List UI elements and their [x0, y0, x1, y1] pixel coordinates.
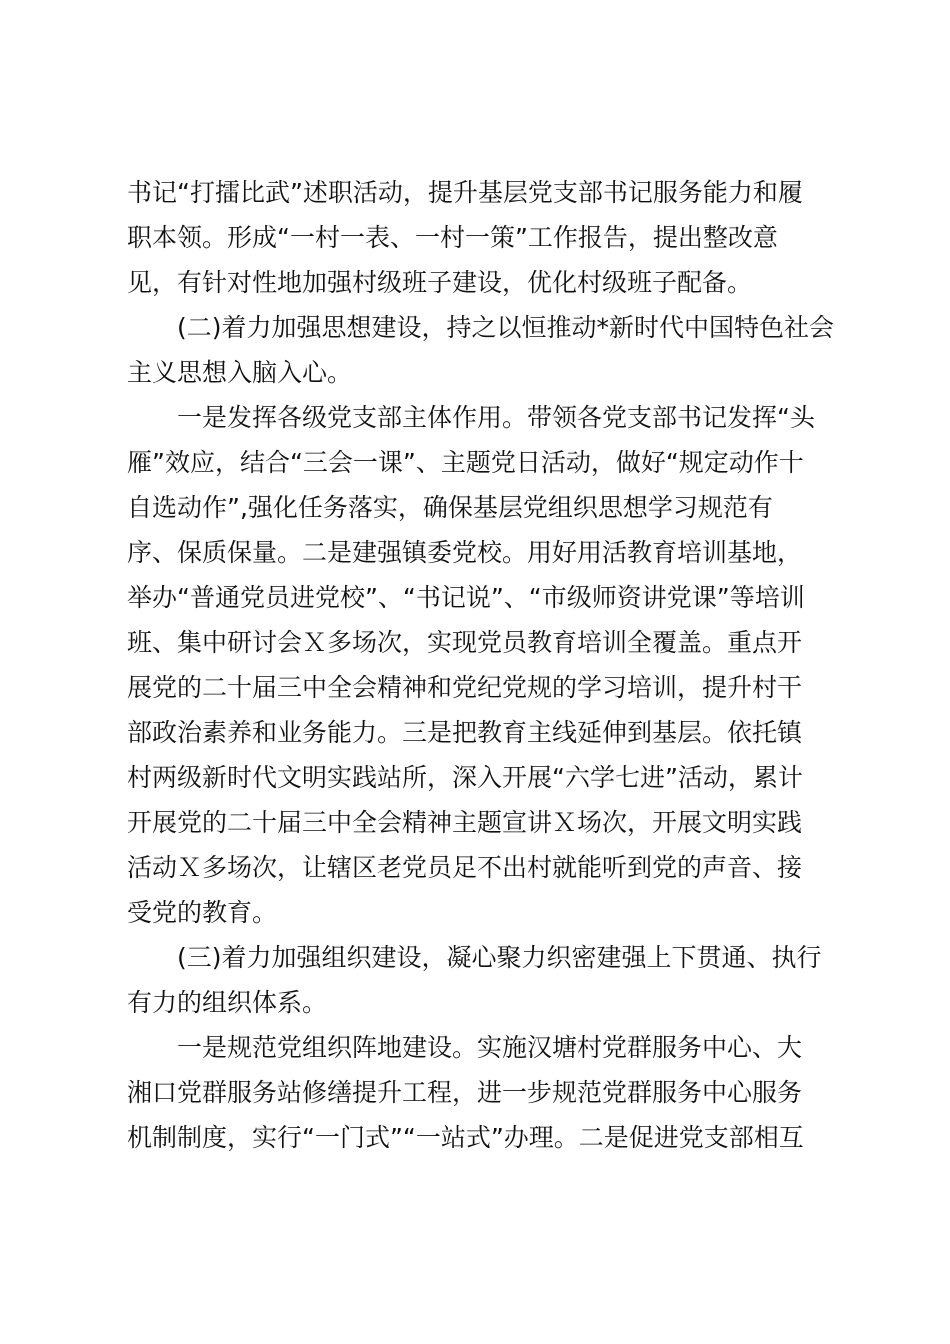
paragraph-line: 开展党的二十届三中全会精神主题宣讲Ｘ场次，开展文明实践 — [127, 808, 803, 837]
section-heading-line: (三)着力加强组织建设，凝心聚力织密建强上下贯通、执行 — [177, 943, 822, 972]
paragraph-line: 展党的二十届三中全会精神和党纪党规的学习培训，提升村干 — [127, 673, 803, 702]
paragraph-line: 举办“普通党员进党校”、“书记说”、“市级师资讲党课”等培训 — [127, 583, 805, 612]
paragraph-line: 班、集中研讨会Ｘ多场次，实现党员教育培训全覆盖。重点开 — [127, 628, 803, 657]
section-heading-line: (二)着力加强思想建设，持之以恒推动*新时代中国特色社会 — [177, 313, 835, 342]
document-body — [127, 170, 837, 1160]
paragraph-line: 村两级新时代文明实践站所，深入开展“六学七进”活动，累计 — [127, 763, 803, 792]
paragraph-line: 职本领。形成“一村一表、一村一策”工作报告，提出整改意 — [127, 223, 778, 252]
paragraph-line: 活动Ｘ多场次，让辖区老党员足不出村就能听到党的声音、接 — [127, 853, 803, 882]
paragraph-line: 机制制度，实行“一门式”“一站式”办理。二是促进党支部相互 — [127, 1123, 804, 1152]
paragraph-line: 书记“打擂比武”述职活动，提升基层党支部书记服务能力和履 — [127, 178, 803, 207]
paragraph-line: 湘口党群服务站修缮提升工程，进一步规范党群服务中心服务 — [127, 1078, 803, 1107]
paragraph-line: 雁”效应，结合“三会一课”、主题党日活动，做好“规定动作十 — [127, 448, 804, 477]
paragraph-line: 见，有针对性地加强村级班子建设，优化村级班子配备。 — [127, 268, 753, 297]
paragraph-line: 部政治素养和业务能力。三是把教育主线延伸到基层。依托镇 — [127, 718, 803, 747]
section-heading-line: 主义思想入脑入心。 — [127, 358, 353, 387]
paragraph-line: 自选动作”,强化任务落实，确保基层党组织思想学习规范有 — [127, 493, 773, 522]
paragraph-line: 一是规范党组织阵地建设。实施汉塘村党群服务中心、大 — [177, 1033, 803, 1062]
paragraph-line: 一是发挥各级党支部主体作用。带领各党支部书记发挥“头 — [177, 403, 815, 432]
section-heading-line: 有力的组织体系。 — [127, 988, 328, 1017]
paragraph-line: 序、保质保量。二是建强镇委党校。用好用活教育培训基地， — [127, 538, 803, 567]
paragraph-line: 受党的教育。 — [127, 898, 278, 927]
